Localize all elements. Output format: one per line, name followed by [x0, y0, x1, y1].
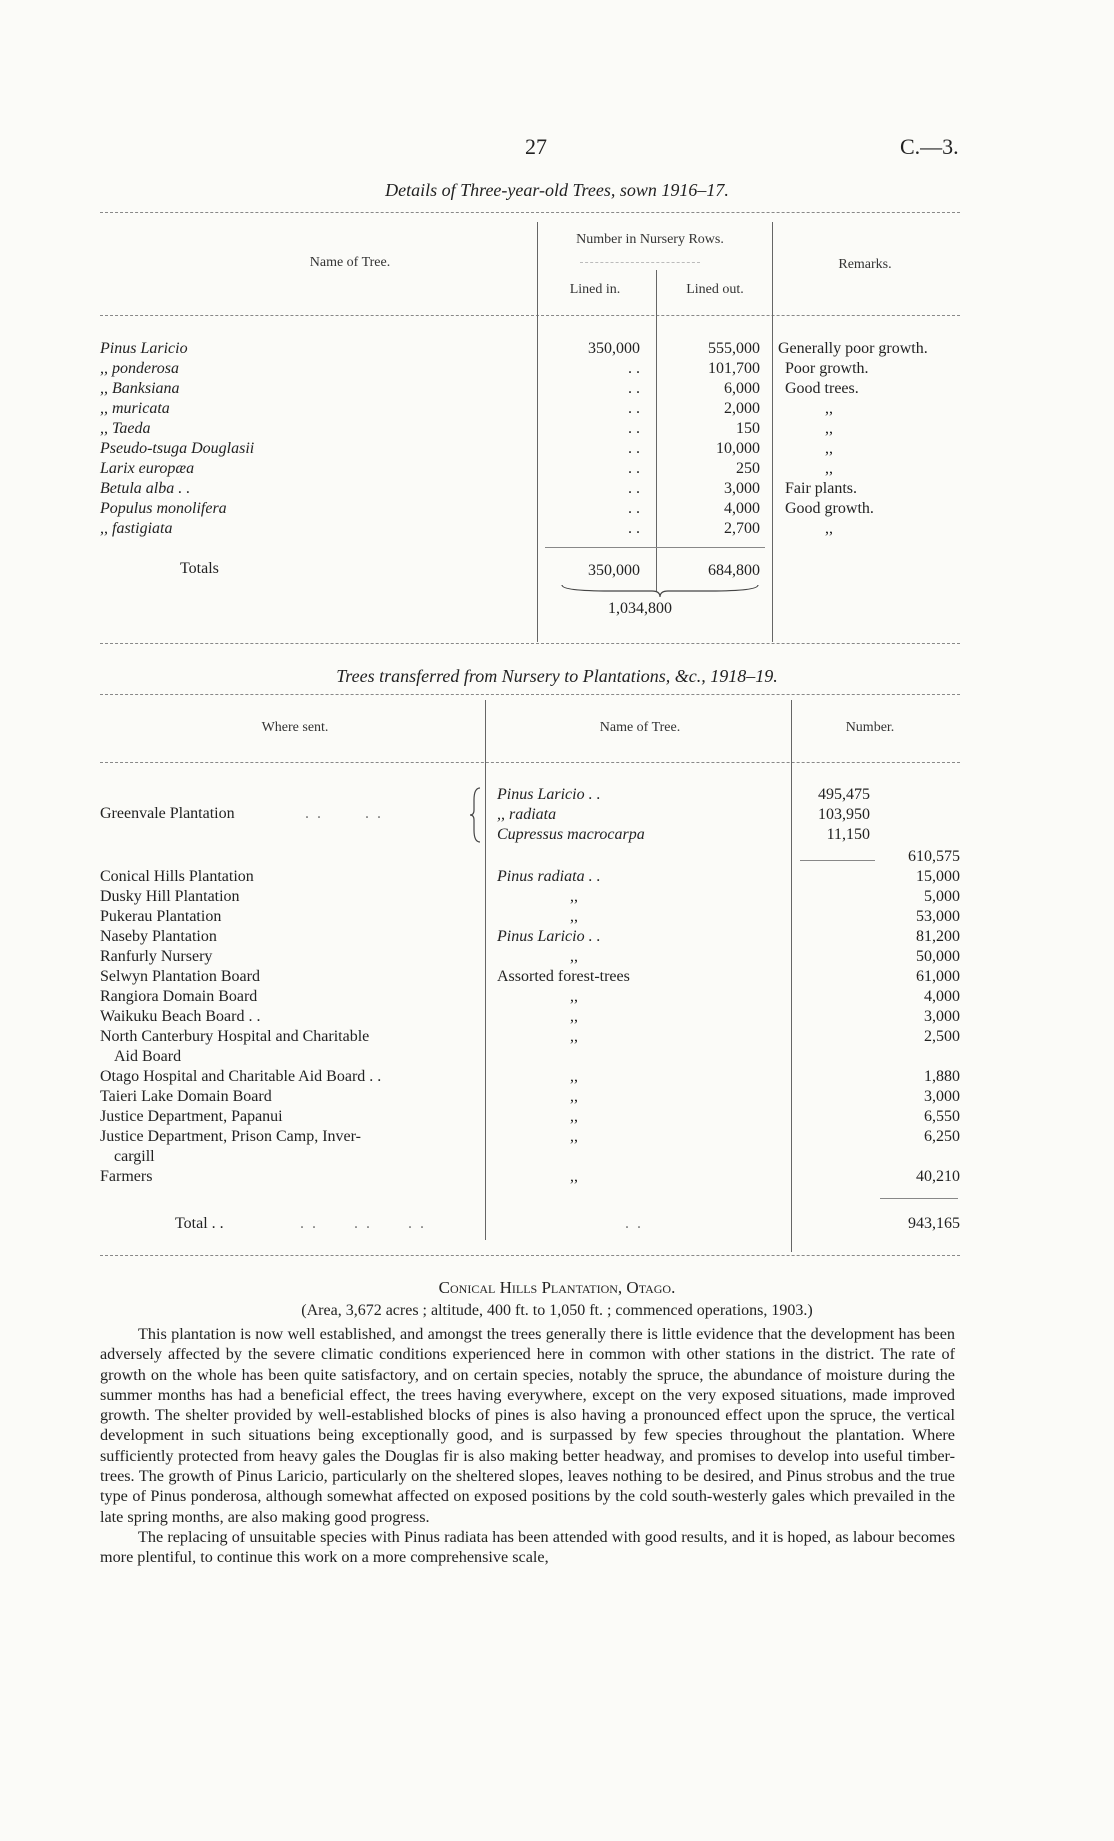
table2-row-where-cont: Aid Board: [114, 1048, 182, 1065]
table2-total-label: Total . .: [175, 1215, 224, 1232]
table2-col-name: Name of Tree.: [599, 720, 681, 735]
table2-row-name: ,,: [570, 908, 578, 925]
table1-row-name: ,, fastigiata: [100, 520, 173, 537]
greenvale-item-number: 495,475: [818, 786, 870, 803]
table1-row-remarks: Fair plants.: [785, 480, 857, 497]
table2-row-name: Pinus radiata . .: [497, 868, 601, 885]
table1-row-name: Larix europæa: [100, 460, 195, 477]
table1-row-remarks: Good growth.: [785, 500, 874, 517]
table2-col-number: Number.: [845, 720, 895, 735]
table2-row-number: 40,210: [916, 1168, 960, 1185]
table1-row-lined-in: . .: [628, 360, 640, 377]
table1-row-lined-in: . .: [628, 420, 640, 437]
rule: [100, 1255, 960, 1256]
table1-row-remarks: ,,: [825, 420, 833, 437]
table1-row-lined-out: 3,000: [724, 480, 760, 497]
table1-row-name: Betula alba . .: [100, 480, 191, 497]
table2-row-name: ,,: [570, 888, 578, 905]
table2-row-where: Farmers: [100, 1168, 153, 1185]
rule: [100, 643, 960, 644]
table2-row-where: Taieri Lake Domain Board: [100, 1088, 272, 1105]
greenvale-item-number: 11,150: [826, 826, 870, 843]
table2-row-name: ,,: [570, 1088, 578, 1105]
table1-row-name: ,, muricata: [100, 400, 170, 417]
table2-row-name: ,,: [570, 1108, 578, 1125]
table2-row-name: ,,: [570, 1068, 578, 1085]
table2-row-where: Selwyn Plantation Board: [100, 968, 260, 985]
table1-row-lined-out: 2,000: [724, 400, 760, 417]
table1-row-lined-out: 101,700: [708, 360, 760, 377]
rule: [485, 700, 486, 1240]
leader-dots: . .: [625, 1215, 643, 1232]
table2-row-where: North Canterbury Hospital and Charitable: [100, 1028, 370, 1045]
table2-title: Trees transferred from Nursery to Plantations, &c., 1918–19.: [336, 666, 778, 686]
brace-icon: [560, 583, 760, 599]
table1-row-name: Pseudo-tsuga Douglasii: [100, 440, 255, 457]
table1-col-name: Name of Tree.: [309, 255, 391, 270]
rule: [772, 222, 773, 642]
table2-total: 943,165: [908, 1215, 960, 1232]
table2-row-where: Dusky Hill Plantation: [100, 888, 240, 905]
table2-row-where: Otago Hospital and Charitable Aid Board . .: [100, 1068, 382, 1085]
table1-total-lined-in: 350,000: [588, 562, 640, 579]
table1-row-name: ,, Taeda: [100, 420, 151, 437]
table1-row-lined-out: 250: [736, 460, 760, 477]
section-heading: Conical Hills Plantation, Otago.: [438, 1278, 676, 1297]
table1-col-lined-out: Lined out.: [686, 282, 744, 297]
greenvale-item-name: Pinus Laricio . .: [497, 786, 601, 803]
table1-row-remarks: ,,: [825, 460, 833, 477]
table2-row-where: Naseby Plantation: [100, 928, 217, 945]
table2-row-number: 3,000: [924, 1088, 960, 1105]
table2-row-name: ,,: [570, 1168, 578, 1185]
table1-row-lined-in: . .: [628, 400, 640, 417]
greenvale-item-name: Cupressus macrocarpa: [497, 826, 645, 843]
table2-row-number: 2,500: [924, 1028, 960, 1045]
table1-row-lined-out: 555,000: [708, 340, 760, 357]
table2-row-where: Ranfurly Nursery: [100, 948, 213, 965]
table2-row-where: Conical Hills Plantation: [100, 868, 254, 885]
table2-row-where: Waikuku Beach Board . .: [100, 1008, 261, 1025]
greenvale-item-name: ,, radiata: [497, 806, 557, 823]
brace-icon: [470, 786, 482, 844]
table2-row-number: 61,000: [916, 968, 960, 985]
document-code: C.—3.: [900, 134, 959, 159]
table2-row-number: 1,880: [924, 1068, 960, 1085]
table2-row-number: 6,550: [924, 1108, 960, 1125]
rule: [880, 1198, 958, 1199]
table1-row-lined-in: . .: [628, 440, 640, 457]
table1-row-lined-out: 150: [736, 420, 760, 437]
section-body: [100, 1324, 955, 1568]
table2-row-name: Pinus Laricio . .: [497, 928, 601, 945]
table1-row-lined-out: 6,000: [724, 380, 760, 397]
table2-row-name: ,,: [570, 1008, 578, 1025]
table2-row-number: 4,000: [924, 988, 960, 1005]
table2-row-number: 50,000: [916, 948, 960, 965]
table1-row-lined-out: 2,700: [724, 520, 760, 537]
table1-row-lined-in: . .: [628, 500, 640, 517]
table2-row-where: Justice Department, Prison Camp, Inver-: [100, 1128, 361, 1145]
rule: [537, 222, 538, 642]
table1-row-lined-in: . .: [628, 460, 640, 477]
table2-row-number: 6,250: [924, 1128, 960, 1145]
table1-row-remarks: Good trees.: [785, 380, 859, 397]
table2-col-where: Where sent.: [261, 720, 329, 735]
table1-row-lined-in: 350,000: [588, 340, 640, 357]
table1-row-lined-out: 4,000: [724, 500, 760, 517]
table2-row-where: Pukerau Plantation: [100, 908, 222, 925]
table1-row-remarks: Generally poor growth.: [778, 340, 928, 357]
leader-dots: . . . .: [305, 805, 383, 822]
paragraph-2: The replacing of unsuitable species with Pinus radiata has been attended with good results, and it is hoped, as labour becomes more plentiful, to continue this work on a more comprehensive scale,: [100, 1527, 955, 1567]
table1-row-lined-in: . .: [628, 380, 640, 397]
table2-row-number: 5,000: [924, 888, 960, 905]
table1-row-name: Populus monolifera: [100, 500, 227, 517]
rule: [545, 547, 765, 548]
table1-row-remarks: ,,: [825, 440, 833, 457]
table1-col-lined-in: Lined in.: [569, 282, 621, 297]
page-number: 27: [525, 134, 547, 159]
table2-row-name: ,,: [570, 948, 578, 965]
table1-col-remarks: Remarks.: [838, 257, 892, 272]
rule: [100, 212, 960, 213]
rule: [580, 262, 700, 263]
table1-row-lined-out: 10,000: [716, 440, 760, 457]
table1-row-lined-in: . .: [628, 480, 640, 497]
rule: [656, 270, 657, 592]
table1-row-name: ,, ponderosa: [100, 360, 179, 377]
table1-grand-total: 1,034,800: [608, 600, 672, 617]
table1-row-remarks: ,,: [825, 520, 833, 537]
table2-row-number: 53,000: [916, 908, 960, 925]
table2-row-name: ,,: [570, 1028, 578, 1045]
table1-row-remarks: Poor growth.: [785, 360, 869, 377]
table2-row-number: 81,200: [916, 928, 960, 945]
table1-col-number: Number in Nursery Rows.: [576, 232, 724, 247]
table2-row-name: Assorted forest-trees: [497, 968, 630, 985]
table2-row-name: ,,: [570, 1128, 578, 1145]
greenvale-item-number: 103,950: [818, 806, 870, 823]
rule: [100, 762, 960, 763]
table1-title: Details of Three-year-old Trees, sown 1916–17.: [385, 180, 729, 200]
table1-row-remarks: ,,: [825, 400, 833, 417]
section-subheading: (Area, 3,672 acres ; altitude, 400 ft. to 1,050 ft. ; commenced operations, 1903.): [301, 1302, 813, 1319]
table2-row-name: ,,: [570, 988, 578, 1005]
rule: [100, 315, 960, 316]
table1-total-lined-out: 684,800: [708, 562, 760, 579]
table2-row-where: Rangiora Domain Board: [100, 988, 258, 1005]
rule: [100, 694, 960, 695]
table1-row-name: ,, Banksiana: [100, 380, 180, 397]
table2-row-where: Justice Department, Papanui: [100, 1108, 283, 1125]
table1-totals-label: Totals: [180, 560, 219, 577]
table1-row-name: Pinus Laricio: [100, 340, 188, 357]
table2-row-number: 3,000: [924, 1008, 960, 1025]
table2-row-where-cont: cargill: [114, 1148, 155, 1165]
table1-row-lined-in: . .: [628, 520, 640, 537]
rule: [791, 700, 792, 1252]
leader-dots: . . . . . .: [300, 1215, 426, 1232]
table2-row-number: 15,000: [916, 868, 960, 885]
paragraph-1: This plantation is now well established, and amongst the trees generally there is little evidence that the development has been adversely affected by the severe climatic conditions experienced here in common with other stations in the district. The rate of growth on the whole has been quite satisfactory, and on certain species, notably the spruce, the abundance of moisture during the summer months has had a beneficial effect, the trees having everywhere, except on the very exposed situations, made improved growth. The shelter provided by well-established blocks of pines is also having a pronounced effect upon the spruce, the vertical development in such situations being exceptionally good, and is surpassed by few species throughout the plantation. Where sufficiently protected from heavy gales the Douglas fir is also making better headway, and promises to develop into useful timber-trees. The growth of Pinus Laricio, particularly on the sheltered slopes, leaves nothing to be desired, and Pinus strobus and the true type of Pinus ponderosa, although somewhat affected on exposed positions by the cold south-westerly gales which prevailed in the late spring months, are also making good progress.: [100, 1325, 955, 1526]
greenvale-label: Greenvale Plantation: [100, 805, 235, 822]
greenvale-subtotal: 610,575: [908, 848, 960, 865]
